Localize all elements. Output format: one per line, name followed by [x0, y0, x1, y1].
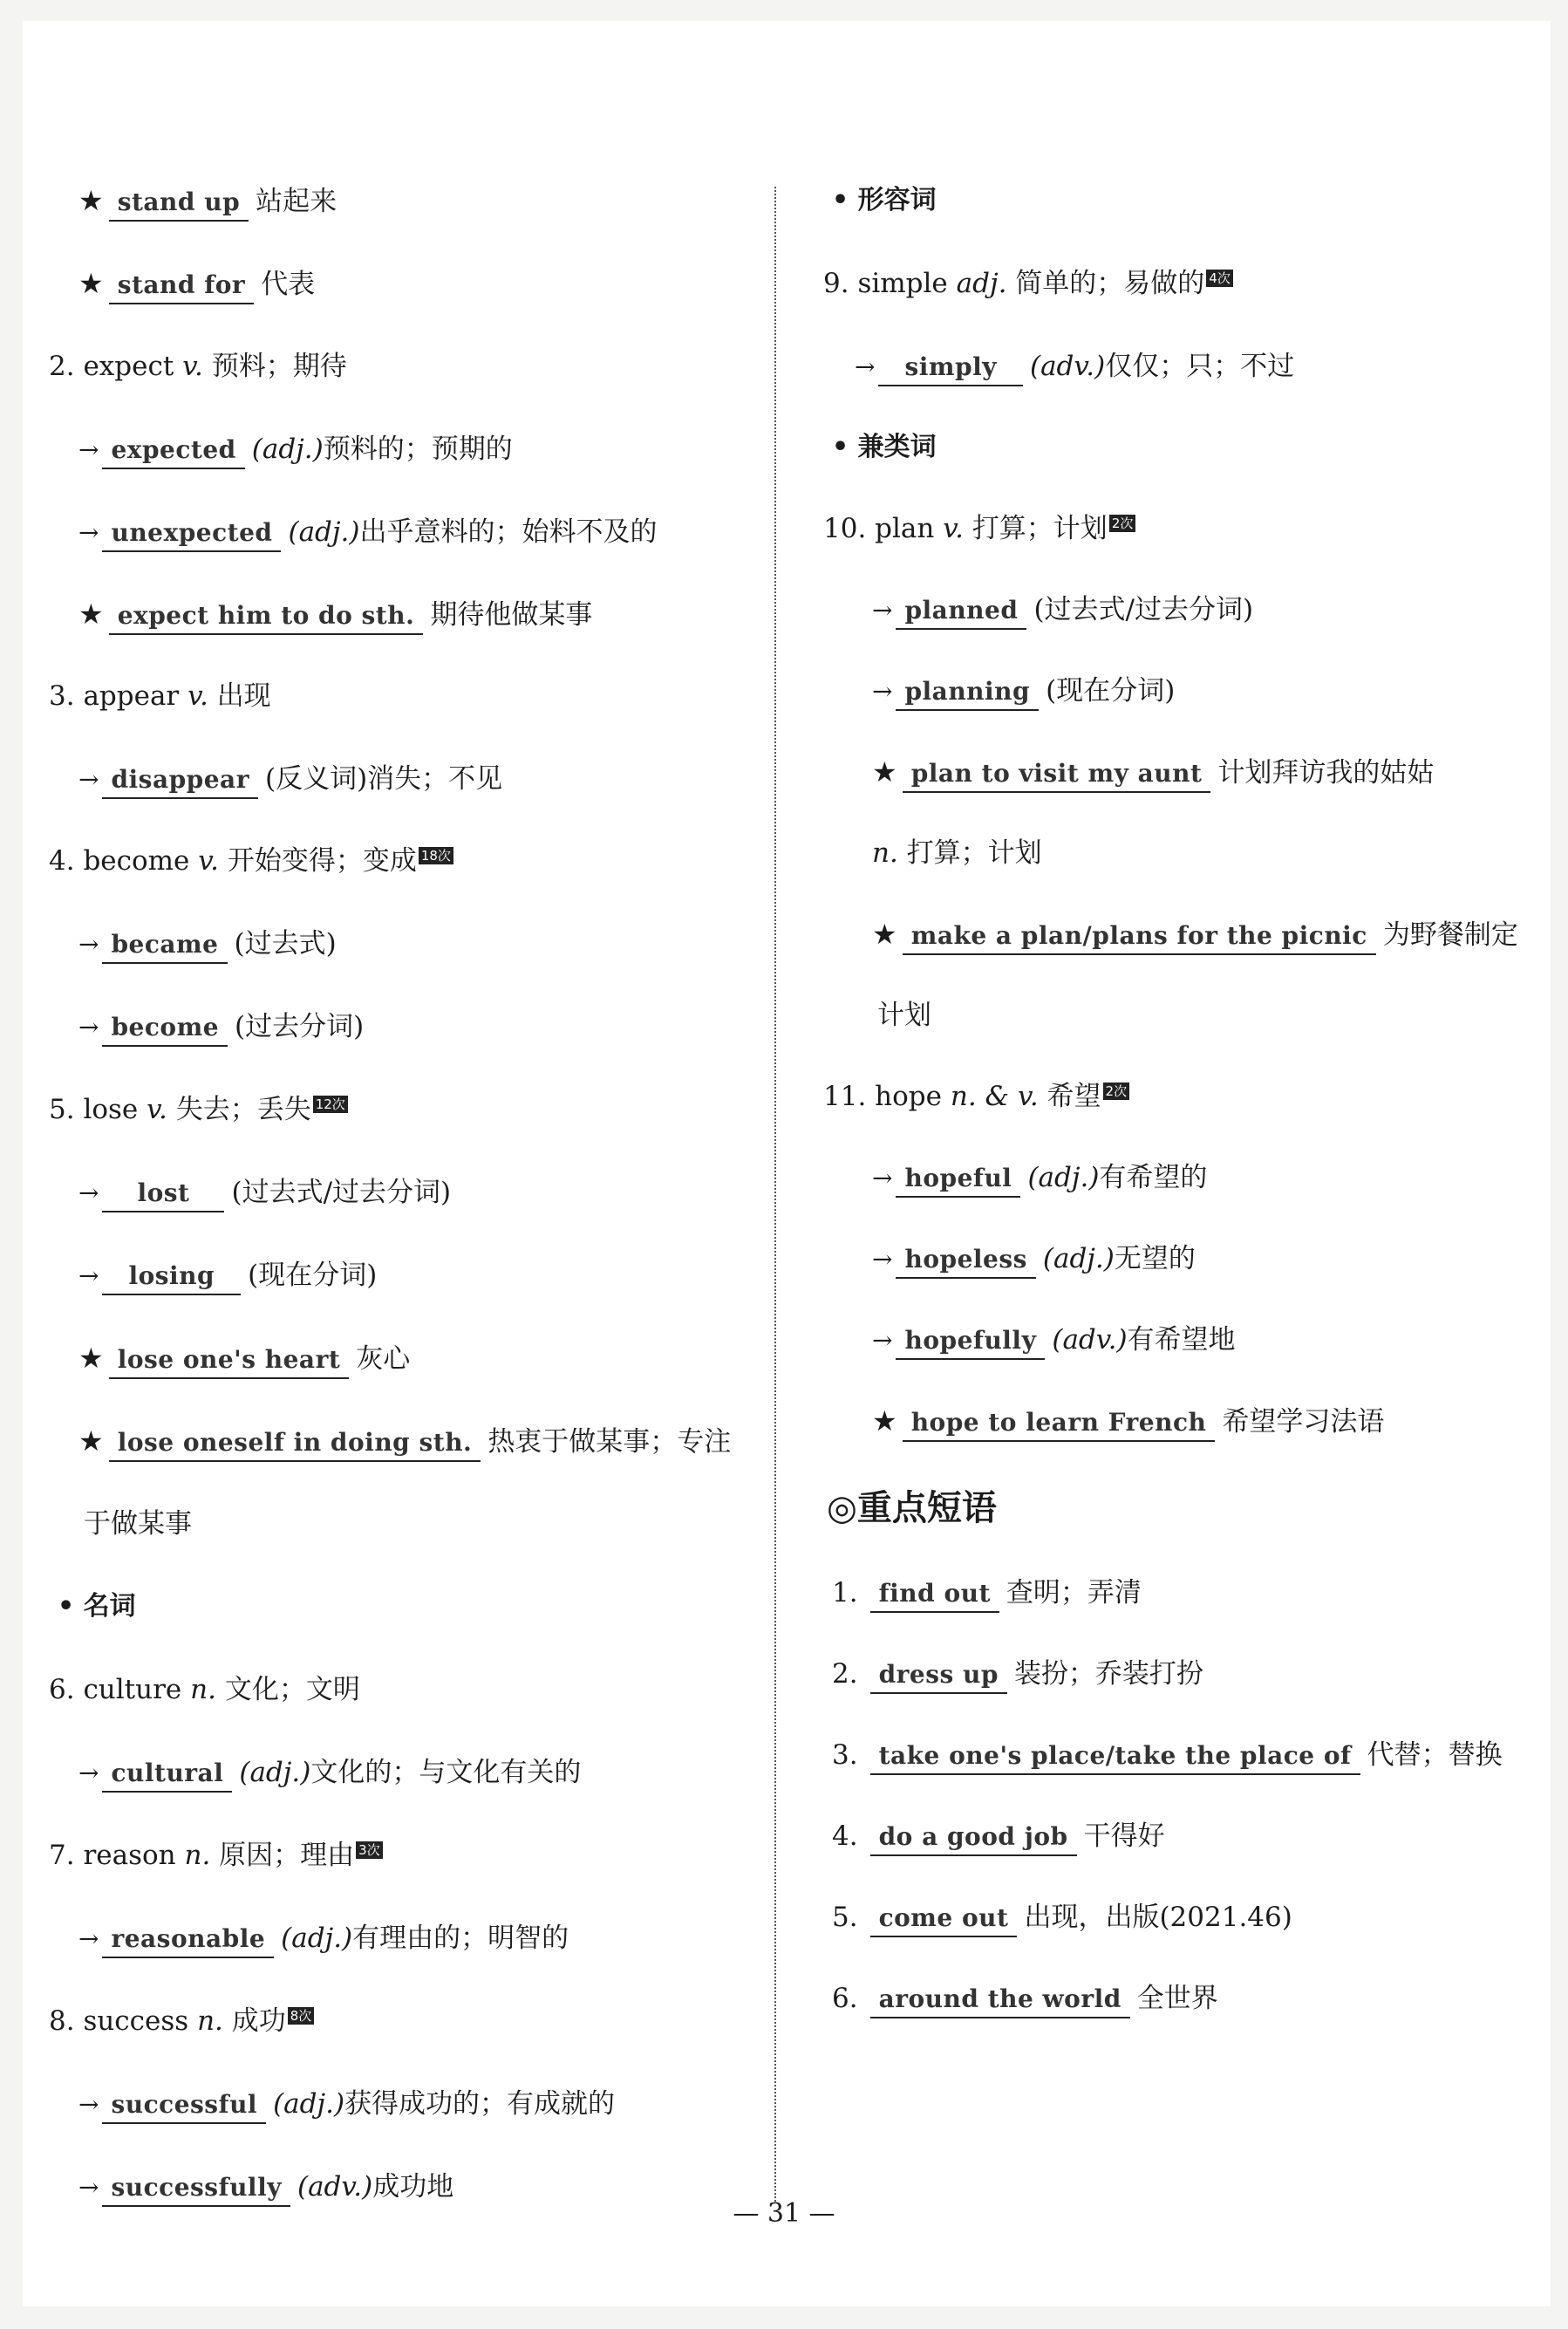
answer-blank: hopeful	[896, 1161, 1020, 1198]
part-of-speech: n.	[190, 1674, 216, 1705]
answer-blank: successful	[102, 2087, 266, 2124]
section-title-key-phrases: ◎重点短语	[827, 1488, 997, 1528]
answer-blank: planned	[896, 593, 1026, 630]
arrow-icon: →	[78, 1759, 99, 1787]
meaning-text: 灰心	[356, 1343, 411, 1375]
derivative-line	[78, 1175, 451, 1212]
item-number: 11.	[823, 1081, 867, 1112]
arrow-icon: →	[78, 1013, 99, 1042]
arrow-icon: →	[872, 596, 893, 625]
meaning-text: 出现，出版(2021.46)	[1024, 1902, 1292, 1933]
derivative-line	[78, 515, 657, 552]
part-of-speech: (adj.)	[239, 1757, 311, 1788]
answer-blank: planning	[896, 674, 1039, 711]
arrow-icon: →	[872, 1164, 893, 1192]
entry-line	[872, 1404, 1384, 1442]
headword: reason	[83, 1840, 176, 1871]
meaning-text: 文化；文明	[224, 1674, 360, 1705]
frequency-badge: 4次	[1206, 270, 1233, 287]
arrow-icon: →	[78, 765, 99, 794]
word-entry	[49, 1092, 348, 1127]
frequency-badge: 2次	[1109, 515, 1136, 532]
derivative-line	[78, 1009, 364, 1047]
continuation-text: 计划	[877, 1000, 931, 1031]
meaning-text: (过去式/过去分词)	[1033, 594, 1254, 625]
meaning-text: 出现	[216, 680, 271, 712]
answer-blank: simply	[878, 350, 1023, 386]
derivative-line	[78, 1258, 377, 1295]
answer-blank: hopeless	[896, 1242, 1035, 1279]
answer-blank: lose oneself in doing sth.	[109, 1425, 481, 1462]
derivative-line	[872, 592, 1253, 630]
part-of-speech: v.	[182, 351, 203, 382]
item-number: 3.	[49, 680, 75, 712]
part-of-speech: v.	[198, 845, 219, 877]
meaning-text: (反义词)消失；不见	[264, 763, 503, 795]
meaning-text: 打算；计划	[906, 837, 1042, 869]
meaning-text: 开始变得；变成	[227, 845, 417, 877]
headword: become	[83, 845, 190, 877]
answer-blank: hope to learn French	[903, 1405, 1216, 1442]
star-icon: ★	[78, 1424, 104, 1458]
part-of-speech: (adj.)	[1042, 1243, 1115, 1274]
answer-blank: lost	[102, 1176, 224, 1212]
section-heading-noun: • 名词	[58, 1591, 136, 1622]
answer-blank: successfully	[102, 2170, 290, 2207]
derivative-line	[78, 926, 337, 964]
headword: success	[83, 2005, 189, 2037]
star-icon: ★	[78, 1342, 104, 1375]
meaning-text: (过去式/过去分词)	[231, 1177, 452, 1208]
arrow-icon: →	[855, 352, 876, 381]
meaning-text: 成功	[231, 2005, 286, 2037]
word-entry	[49, 349, 347, 384]
frequency-badge: 3次	[356, 1841, 383, 1859]
part-of-speech: n.	[184, 1840, 211, 1871]
arrow-icon: →	[78, 1924, 99, 1953]
entry-line	[872, 917, 1518, 955]
arrow-icon: →	[78, 518, 99, 547]
answer-blank: do a good job	[870, 1820, 1077, 1856]
star-icon: ★	[872, 755, 897, 789]
arrow-icon: →	[78, 2090, 99, 2119]
headword: hope	[875, 1081, 942, 1112]
item-number: 9.	[823, 268, 849, 299]
item-number: 3.	[832, 1739, 858, 1771]
answer-blank: became	[102, 927, 227, 964]
meaning-text: 期待他做某事	[430, 599, 593, 631]
item-number: 2.	[49, 351, 75, 382]
answer-blank: hopefully	[896, 1323, 1045, 1360]
continuation-text: 于做某事	[84, 1508, 192, 1540]
noun-sense-line	[872, 836, 1042, 871]
part-of-speech: (adv.)	[297, 2171, 373, 2203]
answer-blank: around the world	[870, 1982, 1130, 2018]
frequency-badge: 12次	[313, 1096, 348, 1113]
meaning-text: 获得成功的；有成就的	[344, 2088, 616, 2120]
arrow-icon: →	[872, 1326, 893, 1355]
headword: expect	[83, 351, 174, 382]
part-of-speech: (adv.)	[1029, 351, 1106, 382]
item-number: 6.	[832, 1983, 858, 2014]
meaning-text: 仅仅；只；不过	[1105, 351, 1295, 382]
meaning-text: 为野餐制定	[1382, 919, 1518, 951]
part-of-speech: (adv.)	[1052, 1324, 1128, 1356]
word-entry	[823, 266, 1233, 301]
derivative-line	[78, 762, 502, 799]
part-of-speech: n.	[872, 837, 898, 869]
meaning-text: (现在分词)	[248, 1260, 378, 1291]
part-of-speech: v.	[943, 513, 964, 544]
frequency-badge: 2次	[1103, 1083, 1130, 1100]
answer-blank: become	[102, 1010, 228, 1047]
item-number: 5.	[832, 1902, 858, 1933]
entry-line	[78, 1424, 731, 1462]
meaning-text: 无望的	[1114, 1243, 1196, 1274]
answer-blank: stand up	[109, 185, 249, 222]
word-entry	[823, 1079, 1129, 1114]
meaning-text: 热衷于做某事；专注	[487, 1426, 732, 1458]
meaning-text: (现在分词)	[1046, 675, 1176, 707]
word-entry	[49, 2004, 314, 2039]
answer-blank: come out	[870, 1901, 1018, 1937]
meaning-text: 希望学习法语	[1222, 1406, 1385, 1438]
entry-line	[78, 183, 337, 222]
meaning-text: 原因；理由	[219, 1840, 355, 1871]
derivative-line	[872, 1241, 1196, 1279]
part-of-speech: adj.	[956, 268, 1007, 299]
item-number: 2.	[832, 1658, 858, 1690]
meaning-text: 计划拜访我的姑姑	[1217, 757, 1435, 789]
derivative-line	[78, 432, 513, 469]
word-entry	[49, 679, 271, 714]
meaning-text: 预料的；预期的	[323, 434, 513, 465]
arrow-icon: →	[78, 2173, 99, 2202]
section-heading-adjective: • 形容词	[832, 185, 937, 215]
derivative-line	[78, 1921, 569, 1958]
phrase-item	[832, 1981, 1218, 2018]
answer-blank: cultural	[102, 1756, 232, 1793]
headword: appear	[83, 680, 180, 712]
meaning-text: 装扮；乔装打扮	[1013, 1658, 1203, 1690]
derivative-line	[855, 349, 1294, 386]
item-number: 4.	[49, 845, 75, 877]
item-number: 4.	[832, 1820, 858, 1852]
answer-blank: make a plan/plans for the picnic	[903, 919, 1376, 955]
arrow-icon: →	[78, 930, 99, 959]
arrow-icon: →	[872, 677, 893, 706]
headword: plan	[875, 513, 935, 544]
part-of-speech: (adj.)	[281, 1923, 353, 1954]
meaning-text: 简单的；易做的	[1015, 268, 1205, 299]
section-heading-multi: • 兼类词	[832, 432, 937, 462]
answer-blank: disappear	[102, 762, 258, 799]
meaning-text: 失去；丢失	[175, 1094, 311, 1125]
arrow-icon: →	[78, 1261, 99, 1290]
answer-blank: plan to visit my aunt	[903, 756, 1211, 793]
entry-line	[78, 266, 315, 304]
arrow-icon: →	[78, 1178, 99, 1207]
meaning-text: 站起来	[256, 186, 337, 217]
word-entry	[823, 511, 1135, 546]
phrase-item	[832, 1819, 1165, 1856]
entry-line	[78, 1341, 410, 1379]
derivative-line	[78, 1755, 581, 1793]
meaning-text: 成功地	[372, 2171, 454, 2203]
headword: lose	[83, 1094, 139, 1125]
star-icon: ★	[872, 918, 897, 951]
answer-blank: stand for	[109, 268, 255, 304]
phrase-item	[832, 1575, 1142, 1613]
page-number: — 31 —	[733, 2198, 835, 2229]
answer-blank: unexpected	[102, 516, 281, 552]
entry-line	[872, 755, 1434, 793]
frequency-badge: 8次	[288, 2007, 315, 2025]
word-entry	[49, 843, 453, 878]
arrow-icon: →	[872, 1245, 893, 1274]
part-of-speech: n. & v.	[950, 1081, 1039, 1112]
meaning-text: 打算；计划	[971, 513, 1108, 544]
part-of-speech: (adj.)	[251, 434, 324, 465]
star-icon: ★	[78, 267, 104, 300]
answer-blank: reasonable	[102, 1922, 274, 1958]
phrase-item	[832, 1738, 1503, 1775]
meaning-text: (过去分词)	[235, 1011, 365, 1042]
derivative-line	[872, 673, 1175, 711]
arrow-icon: →	[78, 435, 99, 464]
item-number: 8.	[49, 2005, 75, 2037]
headword: simple	[857, 268, 948, 299]
meaning-text: (过去式)	[234, 928, 337, 960]
item-number: 7.	[49, 1840, 75, 1871]
derivative-line	[872, 1322, 1236, 1360]
column-divider	[774, 187, 776, 2202]
phrase-item	[832, 1900, 1292, 1937]
phrase-item	[832, 1656, 1203, 1694]
part-of-speech: n.	[197, 2005, 223, 2037]
meaning-text: 希望	[1046, 1081, 1101, 1112]
item-number: 5.	[49, 1094, 75, 1125]
word-entry	[49, 1672, 360, 1707]
meaning-text: 查明；弄清	[1006, 1577, 1142, 1608]
meaning-text: 有希望地	[1127, 1324, 1236, 1356]
derivative-line	[872, 1160, 1207, 1198]
entry-line	[78, 597, 592, 635]
meaning-text: 出乎意料的；始料不及的	[359, 516, 658, 548]
part-of-speech: v.	[187, 680, 208, 712]
part-of-speech: (adj.)	[273, 2088, 345, 2120]
answer-blank: take one's place/take the place of	[870, 1738, 1360, 1775]
meaning-text: 代替；替换	[1367, 1739, 1503, 1771]
meaning-text: 全世界	[1136, 1983, 1218, 2014]
answer-blank: lose one's heart	[109, 1342, 350, 1379]
word-entry	[49, 1838, 383, 1873]
meaning-text: 干得好	[1083, 1820, 1165, 1852]
meaning-text: 文化的；与文化有关的	[310, 1757, 582, 1788]
answer-blank: losing	[102, 1259, 241, 1295]
headword: culture	[83, 1674, 182, 1705]
part-of-speech: (adj.)	[288, 516, 360, 548]
meaning-text: 有理由的；明智的	[352, 1923, 569, 1954]
meaning-text: 代表	[261, 269, 316, 300]
item-number: 6.	[49, 1674, 75, 1705]
derivative-line	[78, 2087, 615, 2124]
answer-blank: find out	[870, 1576, 999, 1613]
meaning-text: 预料；期待	[211, 351, 347, 382]
item-number: 10.	[823, 513, 867, 544]
part-of-speech: v.	[147, 1094, 167, 1125]
answer-blank: dress up	[870, 1657, 1007, 1694]
star-icon: ★	[872, 1404, 897, 1438]
part-of-speech: (adj.)	[1027, 1162, 1100, 1193]
answer-blank: expected	[102, 433, 244, 469]
meaning-text: 有希望的	[1099, 1162, 1208, 1193]
star-icon: ★	[78, 184, 104, 217]
frequency-badge: 18次	[419, 847, 453, 864]
answer-blank: expect him to do sth.	[109, 598, 424, 635]
item-number: 1.	[832, 1577, 858, 1608]
star-icon: ★	[78, 598, 104, 631]
document-page	[23, 21, 1551, 2306]
